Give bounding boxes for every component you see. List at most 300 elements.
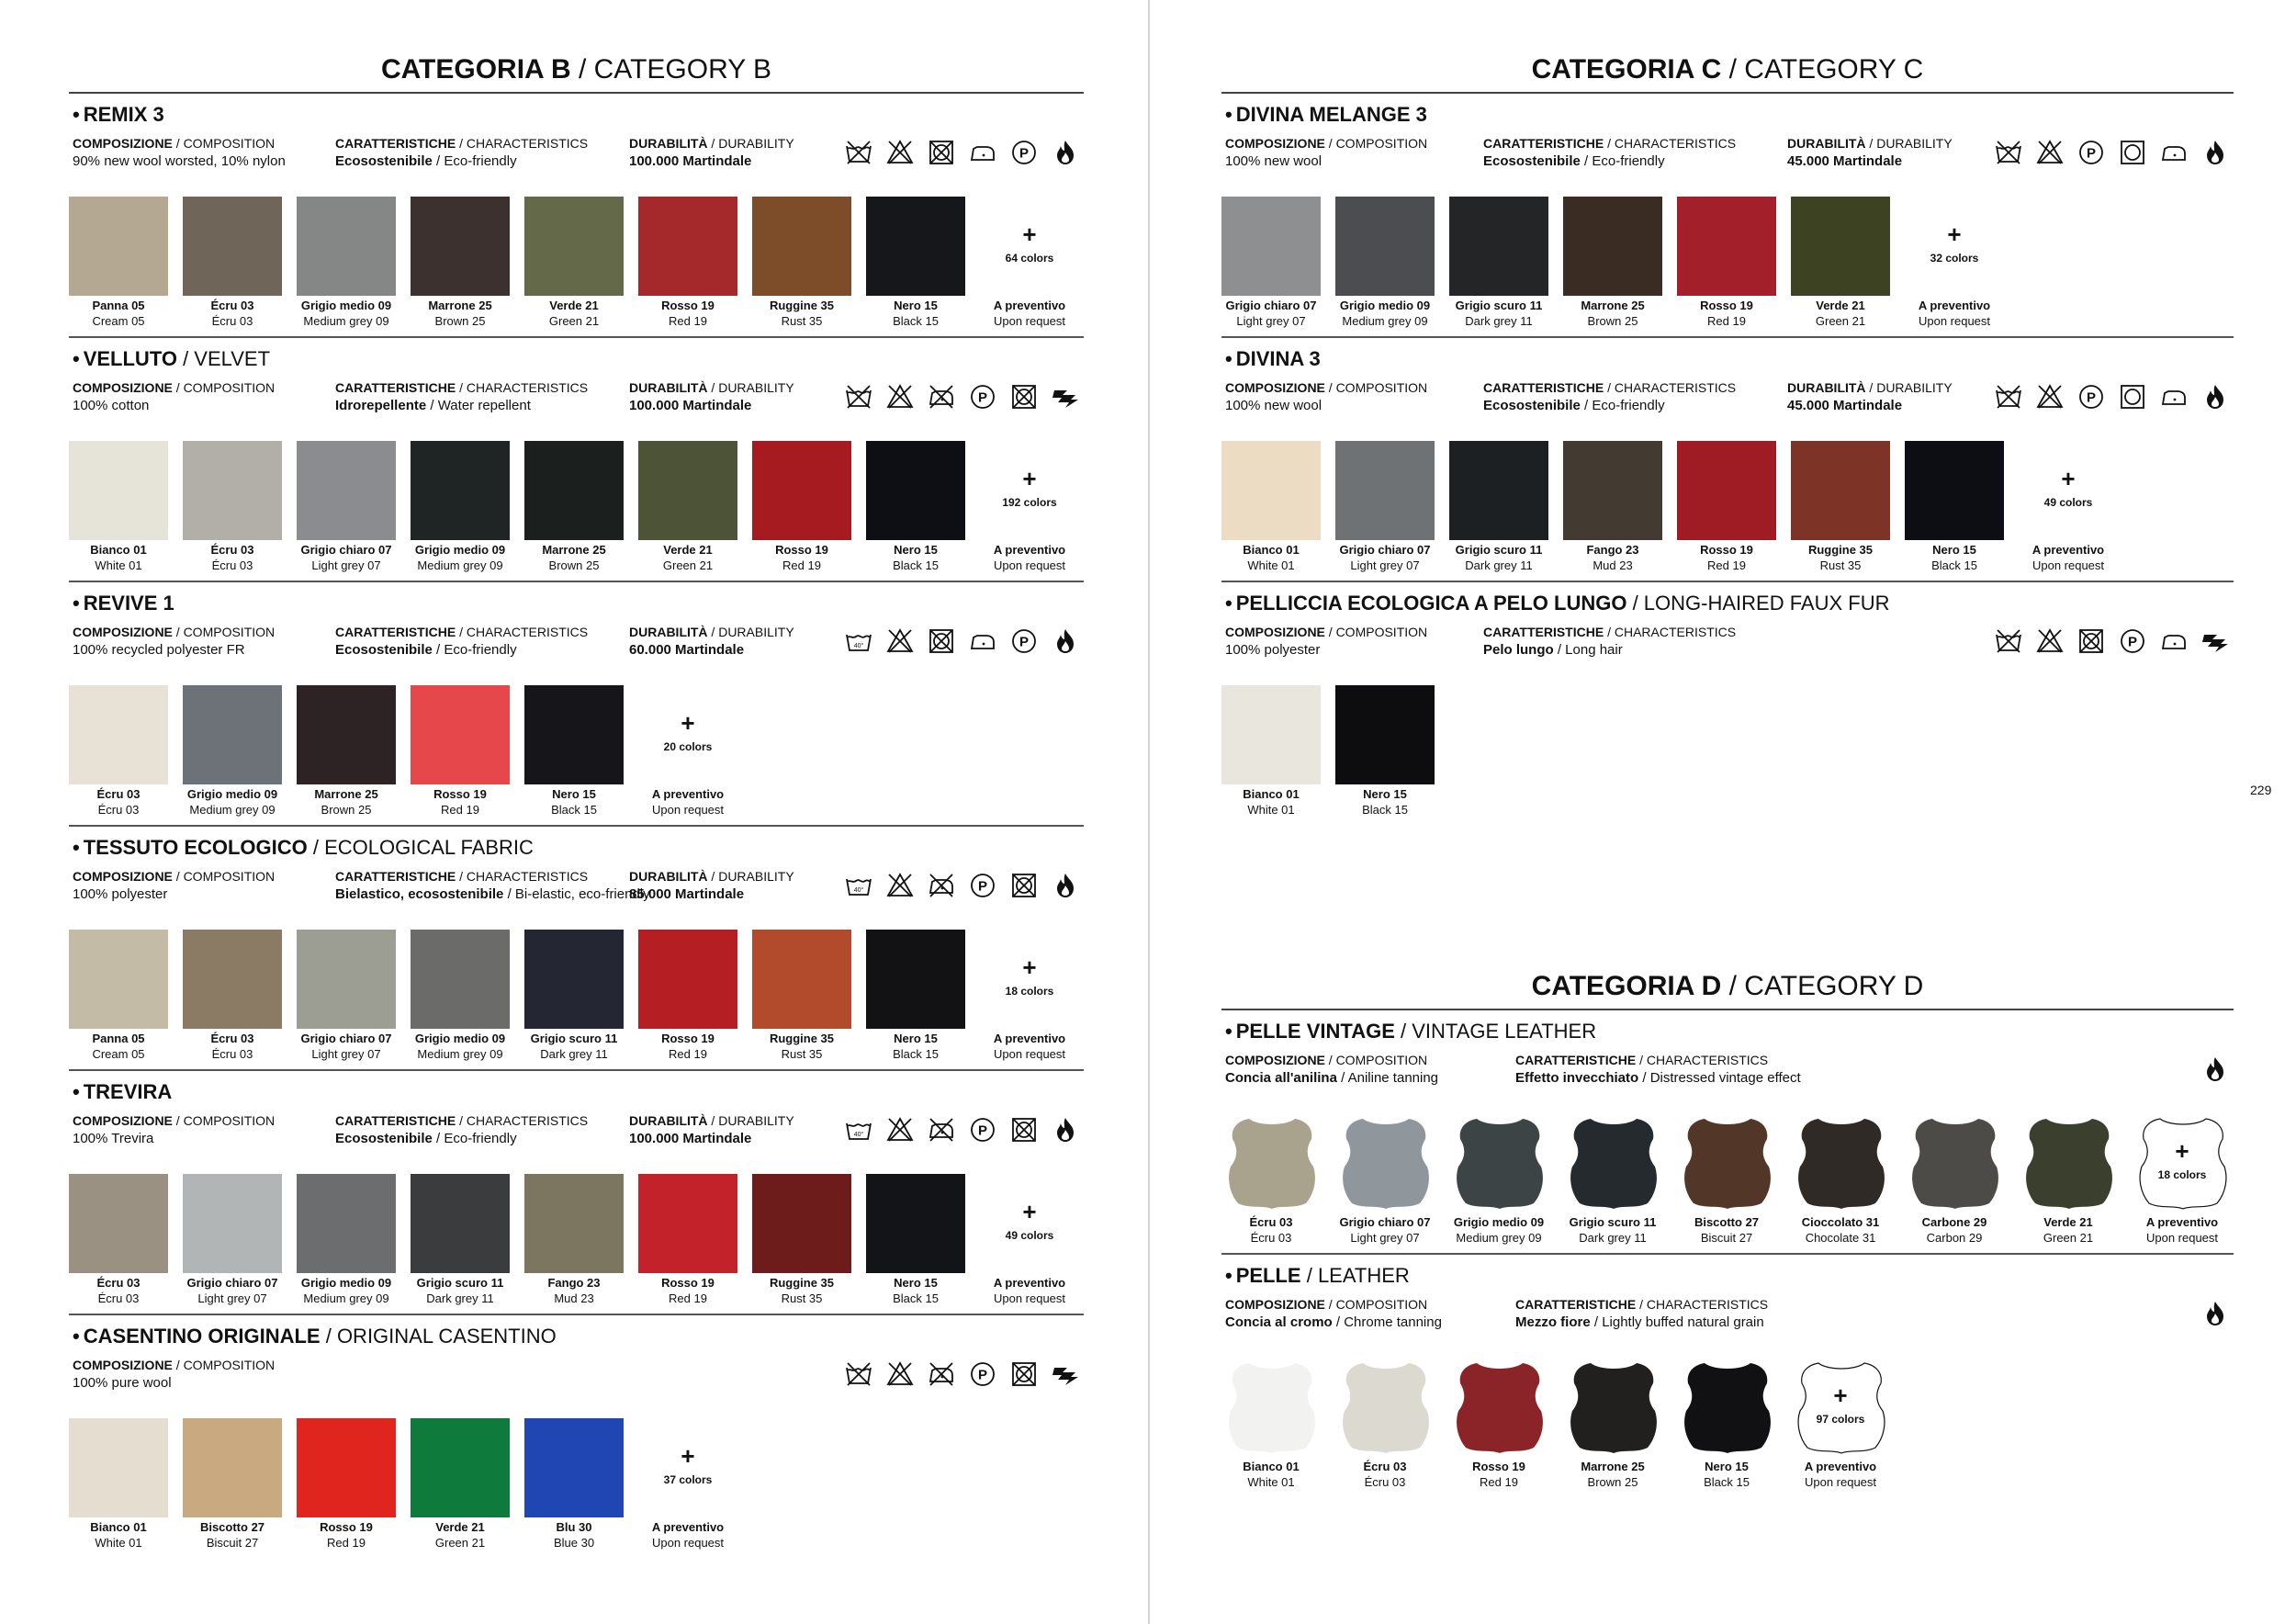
- color-swatch[interactable]: [636, 197, 739, 329]
- block-label-en: / CHARACTERISTICS: [1604, 625, 1737, 639]
- svg-text:P: P: [2086, 389, 2097, 406]
- block-value: 100% Trevira: [73, 1131, 154, 1146]
- fabric-swatch-image: [411, 685, 510, 784]
- block-value: 100% cotton: [73, 398, 150, 413]
- block-label-en: / CHARACTERISTICS: [456, 380, 589, 395]
- swatch-name-en: Black 15: [893, 558, 939, 572]
- fire-retardant-icon: [1051, 1115, 1080, 1145]
- more-colors-label: 97 colors: [1816, 1413, 1865, 1426]
- svg-text:P: P: [977, 878, 988, 895]
- swatch-fill: [752, 197, 851, 296]
- color-swatch[interactable]: [864, 930, 967, 1062]
- swatch-fill: [866, 441, 965, 540]
- fabric-swatch-image: [866, 197, 965, 296]
- swatch-name: Grigio scuro 11: [1455, 299, 1543, 312]
- swatch-name-en: Light grey 07: [1236, 314, 1306, 328]
- swatch-name: Grigio scuro 11: [530, 1032, 618, 1045]
- color-swatch[interactable]: [1789, 197, 1892, 329]
- color-swatch[interactable]: [864, 197, 967, 329]
- color-swatch[interactable]: [295, 685, 398, 818]
- block-label: COMPOSIZIONE: [73, 1113, 173, 1128]
- swatch-name: Nero 15: [1932, 543, 1976, 557]
- swatch-name-en: Medium grey 09: [303, 1291, 389, 1305]
- fabric-name: CASENTINO ORIGINALE: [83, 1325, 321, 1348]
- svg-text:P: P: [977, 1122, 988, 1139]
- fabric-title: [73, 836, 534, 860]
- swatch-fill: [69, 1418, 168, 1517]
- more-colors-swatch[interactable]: [1903, 197, 2006, 329]
- block-label-en: / CHARACTERISTICS: [456, 1113, 589, 1128]
- color-swatch[interactable]: [181, 1418, 284, 1551]
- color-swatch[interactable]: [523, 1418, 625, 1551]
- swatch-name: Grigio medio 09: [186, 787, 278, 801]
- no-wash-icon: [844, 382, 873, 412]
- color-swatch[interactable]: [2017, 1113, 2120, 1246]
- iron-low-icon: [2159, 626, 2189, 656]
- swatch-fill: [297, 197, 396, 296]
- composition-block: [1225, 625, 1427, 660]
- color-swatch[interactable]: [523, 930, 625, 1062]
- block-value: 100% pure wool: [73, 1375, 172, 1391]
- block-value-bold: Ecosostenibile: [1483, 153, 1581, 169]
- fabric-swatch-image: [1221, 441, 1321, 540]
- fabric-swatch-image: [866, 930, 965, 1029]
- fabric-name: TESSUTO ECOLOGICO: [83, 836, 308, 859]
- block-label: COMPOSIZIONE: [1225, 1297, 1325, 1312]
- swatch-name-en: White 01: [1247, 1475, 1295, 1489]
- color-swatch[interactable]: [295, 930, 398, 1062]
- color-swatch[interactable]: [1447, 197, 1550, 329]
- swatch-name-en: Upon request: [1804, 1475, 1877, 1489]
- fabric-name-en: / VELVET: [176, 347, 271, 370]
- dry-clean-p-icon: [968, 871, 997, 900]
- block-label-en: / DURABILITY: [1865, 136, 1953, 151]
- swatch-name-en: Red 19: [669, 1291, 707, 1305]
- plus-icon: +: [1022, 1198, 1037, 1225]
- color-swatch[interactable]: [1334, 685, 1436, 818]
- swatch-fill: [1570, 1119, 1657, 1209]
- more-colors-swatch[interactable]: [1789, 1358, 1892, 1490]
- color-swatch[interactable]: [1675, 1358, 1778, 1490]
- swatch-name: Grigio scuro 11: [1569, 1215, 1657, 1229]
- swatch-name-en: Red 19: [1707, 558, 1746, 572]
- swatch-fill: [1343, 1363, 1429, 1453]
- dry-clean-p-icon: [2077, 138, 2106, 167]
- fabric-swatch-image: [1563, 441, 1662, 540]
- swatch-fill: [411, 197, 510, 296]
- color-swatch[interactable]: [409, 1174, 512, 1306]
- more-colors-swatch[interactable]: [636, 1418, 739, 1551]
- fabric-title: [73, 1325, 557, 1348]
- fabric-swatch-image: [183, 197, 282, 296]
- no-wash-icon: [1994, 382, 2023, 412]
- fire-retardant-icon: [2200, 1054, 2230, 1084]
- more-colors-icon: [638, 1418, 737, 1517]
- color-swatch[interactable]: [1447, 1358, 1550, 1490]
- swatch-name: Verde 21: [549, 299, 599, 312]
- color-swatch[interactable]: [1675, 1113, 1778, 1246]
- fabric-swatch-image: [297, 1418, 396, 1517]
- no-bleach-icon: [885, 382, 915, 412]
- color-swatch[interactable]: [1561, 197, 1664, 329]
- block-label: DURABILITÀ: [629, 869, 708, 884]
- durability-block: [1787, 136, 1953, 171]
- swatch-name-en: Medium grey 09: [417, 1047, 503, 1061]
- no-wash-icon: [844, 138, 873, 167]
- block-label: DURABILITÀ: [629, 625, 708, 639]
- block-label: DURABILITÀ: [1787, 380, 1866, 395]
- color-swatch[interactable]: [523, 685, 625, 818]
- plus-icon: +: [1833, 1382, 1848, 1409]
- color-swatch[interactable]: [750, 930, 853, 1062]
- swatch-name-en: Cream 05: [92, 1047, 145, 1061]
- plus-icon: +: [681, 1442, 695, 1470]
- swatch-name: Cioccolato 31: [1801, 1215, 1880, 1229]
- swatch-name: Marrone 25: [1581, 1460, 1645, 1473]
- swatch-name: Rosso 19: [320, 1520, 373, 1534]
- composition-block: [73, 136, 286, 171]
- color-swatch[interactable]: [1789, 1113, 1892, 1246]
- category-b-column: [69, 0, 1084, 1560]
- care-icons: [2200, 1299, 2230, 1328]
- characteristics-block: [1483, 136, 1736, 171]
- fabric-section: [1221, 1255, 2234, 1499]
- swatch-fill: [1343, 1119, 1429, 1209]
- fabric-swatch-image: [1563, 197, 1662, 296]
- more-colors-swatch[interactable]: [2017, 441, 2120, 573]
- fabric-swatch-image: [638, 197, 737, 296]
- swatch-name-en: Light grey 07: [1350, 558, 1420, 572]
- swatch-fill: [297, 1418, 396, 1517]
- composition-block: [73, 1113, 275, 1148]
- swatch-name-en: Medium grey 09: [189, 803, 276, 817]
- water-repellent-icon: [1051, 382, 1080, 412]
- swatch-name-en: Light grey 07: [1350, 1231, 1420, 1245]
- no-bleach-icon: [885, 871, 915, 900]
- color-swatch[interactable]: [1220, 1113, 1322, 1246]
- more-colors-icon: [2019, 441, 2118, 540]
- swatch-name-en: Upon request: [993, 1047, 1066, 1061]
- color-swatch[interactable]: [523, 1174, 625, 1306]
- block-value: / Eco-friendly: [1580, 153, 1665, 169]
- swatch-name-en: Upon request: [2032, 558, 2105, 572]
- swatch-fill: [638, 930, 737, 1029]
- fabric-swatch-image: [297, 441, 396, 540]
- color-swatch[interactable]: [1220, 685, 1322, 818]
- no-bleach-icon: [2035, 626, 2065, 656]
- color-swatch[interactable]: [523, 197, 625, 329]
- wash-40-icon: [844, 1115, 873, 1145]
- category-c-title: [1221, 46, 2234, 94]
- block-label: DURABILITÀ: [629, 380, 708, 395]
- color-swatch[interactable]: [1334, 1358, 1436, 1490]
- color-swatch[interactable]: [1675, 197, 1778, 329]
- color-swatch[interactable]: [409, 1418, 512, 1551]
- color-swatch[interactable]: [409, 441, 512, 573]
- color-swatch[interactable]: [67, 930, 170, 1062]
- swatch-name-en: Red 19: [441, 803, 479, 817]
- swatch-fill: [1221, 441, 1321, 540]
- fabric-name: PELLE VINTAGE: [1235, 1020, 1395, 1043]
- swatch-name-en: Green 21: [2043, 1231, 2094, 1245]
- color-swatch[interactable]: [409, 930, 512, 1062]
- swatch-name-en: Green 21: [1815, 314, 1866, 328]
- fabric-swatch-image: [411, 1174, 510, 1273]
- no-iron-icon: [927, 382, 956, 412]
- page-number: 229: [2250, 783, 2272, 797]
- fabric-swatch-image: [524, 930, 624, 1029]
- characteristics-block: [335, 1113, 588, 1148]
- swatch-fill: [1684, 1363, 1771, 1453]
- color-swatch[interactable]: [67, 441, 170, 573]
- color-swatch[interactable]: [1447, 1113, 1550, 1246]
- swatch-name-en: Light grey 07: [311, 558, 381, 572]
- more-colors-swatch[interactable]: [978, 197, 1081, 329]
- swatch-name: Ruggine 35: [769, 1032, 835, 1045]
- fabric-swatch-image: [1790, 1113, 1891, 1212]
- bullet-icon: •: [1225, 103, 1232, 126]
- block-label-en: / COMPOSITION: [1324, 1297, 1428, 1312]
- block-label: CARATTERISTICHE: [1515, 1297, 1637, 1312]
- color-swatch[interactable]: [295, 1174, 398, 1306]
- category-title-rest: / CATEGORY D: [1721, 971, 1924, 1001]
- swatch-name-en: Upon request: [1918, 314, 1991, 328]
- color-swatch[interactable]: [181, 930, 284, 1062]
- care-icons: [844, 138, 1080, 167]
- color-swatch[interactable]: [864, 441, 967, 573]
- color-swatch[interactable]: [1675, 441, 1778, 573]
- characteristics-block: [335, 625, 588, 660]
- block-label-en: / CHARACTERISTICS: [1636, 1053, 1769, 1067]
- swatch-fill: [638, 197, 737, 296]
- swatch-name-en: Écru 03: [97, 803, 140, 817]
- block-label-en: / CHARACTERISTICS: [456, 869, 589, 884]
- no-tumble-dry-icon: [1009, 1359, 1039, 1389]
- fabric-swatch-image: [183, 930, 282, 1029]
- color-swatch[interactable]: [636, 441, 739, 573]
- color-swatch[interactable]: [181, 197, 284, 329]
- swatch-name: Nero 15: [1363, 787, 1407, 801]
- swatch-name-en: Green 21: [548, 314, 600, 328]
- no-tumble-dry-icon: [2077, 626, 2106, 656]
- swatch-name: Grigio medio 09: [1339, 299, 1431, 312]
- swatch-name: Nero 15: [894, 543, 938, 557]
- fabric-swatch-image: [183, 1174, 282, 1273]
- color-swatch[interactable]: [67, 685, 170, 818]
- color-swatch[interactable]: [181, 441, 284, 573]
- more-colors-swatch[interactable]: [2131, 1113, 2234, 1246]
- fabric-swatch-image: [524, 685, 624, 784]
- fabric-section: [1221, 1010, 2234, 1255]
- durability-block: [629, 1113, 794, 1148]
- color-swatch[interactable]: [1903, 1113, 2006, 1246]
- swatch-name: Marrone 25: [1581, 299, 1645, 312]
- characteristics-block: [335, 380, 588, 415]
- swatch-name-en: Red 19: [669, 1047, 707, 1061]
- color-swatch[interactable]: [1220, 1358, 1322, 1490]
- block-value: 90% new wool worsted, 10% nylon: [73, 153, 286, 169]
- swatch-fill: [69, 441, 168, 540]
- color-swatch[interactable]: [1447, 441, 1550, 573]
- no-tumble-dry-icon: [1009, 871, 1039, 900]
- color-swatch[interactable]: [1220, 441, 1322, 573]
- block-value-bold: Bielastico, ecosostenibile: [335, 886, 504, 902]
- fabric-swatch-image: [411, 1418, 510, 1517]
- swatch-name-en: Medium grey 09: [303, 314, 389, 328]
- wash-40-icon: [844, 871, 873, 900]
- care-icons: [2200, 1054, 2230, 1084]
- more-colors-swatch[interactable]: [636, 685, 739, 818]
- fabric-swatch-image: [1334, 1113, 1435, 1212]
- color-swatch[interactable]: [295, 441, 398, 573]
- color-swatch[interactable]: [295, 1418, 398, 1551]
- fabric-section: [69, 94, 1084, 338]
- more-colors-label: 49 colors: [1005, 1229, 1054, 1242]
- category-c-d-column: [1221, 0, 2234, 1499]
- color-swatch[interactable]: [636, 1174, 739, 1306]
- characteristics-block: [1515, 1053, 1801, 1088]
- category-title-rest: / CATEGORY B: [570, 54, 772, 85]
- swatch-fill: [1335, 197, 1435, 296]
- color-swatch[interactable]: [409, 197, 512, 329]
- svg-text:40°: 40°: [853, 887, 864, 894]
- block-value-bold: Concia all'anilina: [1225, 1070, 1337, 1086]
- color-swatch[interactable]: [750, 441, 853, 573]
- swatch-name-en: Black 15: [893, 314, 939, 328]
- more-colors-swatch[interactable]: [978, 930, 1081, 1062]
- swatch-fill: [524, 197, 624, 296]
- swatch-fill: [411, 441, 510, 540]
- swatch-fill: [1221, 685, 1321, 784]
- block-label-en: / COMPOSITION: [172, 380, 276, 395]
- block-label-en: / COMPOSITION: [172, 625, 276, 639]
- fabric-swatch-image: [866, 1174, 965, 1273]
- fabric-swatch-image: [1676, 1358, 1777, 1457]
- dry-clean-p-icon: [968, 1115, 997, 1145]
- block-value: 100% polyester: [73, 886, 168, 902]
- fabric-swatch-image: [69, 1174, 168, 1273]
- block-label-en: / CHARACTERISTICS: [1604, 380, 1737, 395]
- fabric-section: [1221, 94, 2234, 338]
- swatch-name: Ruggine 35: [1807, 543, 1874, 557]
- block-label-en: / COMPOSITION: [172, 869, 276, 884]
- tumble-dry-icon: [2118, 382, 2147, 412]
- color-swatch[interactable]: [864, 1174, 967, 1306]
- bullet-icon: •: [1225, 1020, 1232, 1043]
- more-colors-label: 18 colors: [2157, 1168, 2207, 1181]
- swatch-name: Grigio chiaro 07: [300, 1032, 392, 1045]
- more-colors-swatch[interactable]: [978, 1174, 1081, 1306]
- block-value-bold: Ecosostenibile: [1483, 398, 1581, 413]
- color-swatch[interactable]: [750, 197, 853, 329]
- color-swatch[interactable]: [67, 1418, 170, 1551]
- color-swatch[interactable]: [409, 685, 512, 818]
- dry-clean-p-icon: [1009, 138, 1039, 167]
- color-swatch[interactable]: [1561, 1358, 1664, 1490]
- fabric-name-en: / VINTAGE LEATHER: [1394, 1020, 1597, 1043]
- fabric-name: PELLICCIA ECOLOGICA A PELO LUNGO: [1235, 592, 1627, 615]
- swatch-name-en: Medium grey 09: [1456, 1231, 1542, 1245]
- color-swatch[interactable]: [1334, 197, 1436, 329]
- color-swatch[interactable]: [1334, 1113, 1436, 1246]
- durability-block: [1787, 380, 1953, 415]
- color-swatch[interactable]: [1561, 1113, 1664, 1246]
- fabric-swatch-image: [183, 685, 282, 784]
- swatch-name: Verde 21: [1816, 299, 1865, 312]
- color-swatch[interactable]: [181, 1174, 284, 1306]
- color-swatch[interactable]: [181, 685, 284, 818]
- block-value: 100% recycled polyester FR: [73, 642, 245, 658]
- swatch-name: Panna 05: [92, 1032, 145, 1045]
- swatch-name-en: Black 15: [893, 1047, 939, 1061]
- color-swatch[interactable]: [295, 197, 398, 329]
- bullet-icon: •: [73, 103, 80, 126]
- swatch-fill: [638, 441, 737, 540]
- block-label: COMPOSIZIONE: [73, 869, 173, 884]
- color-swatch[interactable]: [1903, 441, 2006, 573]
- swatch-name: Grigio scuro 11: [1455, 543, 1543, 557]
- color-swatch[interactable]: [1789, 441, 1892, 573]
- color-swatch[interactable]: [67, 197, 170, 329]
- swatch-name: Rosso 19: [661, 1032, 715, 1045]
- color-swatch[interactable]: [1561, 441, 1664, 573]
- composition-block: [73, 625, 275, 660]
- swatch-name: Grigio chiaro 07: [186, 1276, 278, 1290]
- color-swatch[interactable]: [1220, 197, 1322, 329]
- fabric-swatch-image: [183, 1418, 282, 1517]
- color-swatch[interactable]: [523, 441, 625, 573]
- swatch-name-en: Écru 03: [211, 1047, 253, 1061]
- swatch-name: Rosso 19: [1700, 299, 1753, 312]
- fabric-name: PELLE: [1235, 1264, 1301, 1287]
- block-label-en: / CHARACTERISTICS: [1604, 136, 1737, 151]
- svg-text:P: P: [977, 1367, 988, 1383]
- care-icons: [844, 1359, 1080, 1389]
- durability-block: [629, 136, 794, 171]
- color-swatch[interactable]: [750, 1174, 853, 1306]
- more-colors-swatch[interactable]: [978, 441, 1081, 573]
- fabric-swatch-image: [866, 441, 965, 540]
- fabric-swatch-image: [638, 441, 737, 540]
- swatch-name-en: Black 15: [1362, 803, 1408, 817]
- fabric-name: DIVINA MELANGE 3: [1235, 103, 1427, 126]
- swatch-name-en: Écru 03: [211, 314, 253, 328]
- no-bleach-icon: [2035, 138, 2065, 167]
- swatch-name: Rosso 19: [775, 543, 828, 557]
- no-tumble-dry-icon: [1009, 382, 1039, 412]
- care-icons: [844, 871, 1080, 900]
- dry-clean-p-icon: [2118, 626, 2147, 656]
- swatch-name-en: Upon request: [2145, 1231, 2219, 1245]
- swatch-fill: [1791, 197, 1890, 296]
- color-swatch[interactable]: [67, 1174, 170, 1306]
- composition-block: [1225, 1297, 1442, 1332]
- swatch-name: Marrone 25: [314, 787, 378, 801]
- block-label-en: / COMPOSITION: [172, 136, 276, 151]
- block-label: DURABILITÀ: [629, 1113, 708, 1128]
- fabric-swatch-image: [1334, 1358, 1435, 1457]
- bullet-icon: •: [73, 592, 80, 615]
- color-swatch[interactable]: [1334, 441, 1436, 573]
- swatch-name: Nero 15: [894, 299, 938, 312]
- more-colors-label: 37 colors: [663, 1473, 713, 1486]
- fabric-swatch-image: [524, 197, 624, 296]
- color-swatch[interactable]: [636, 930, 739, 1062]
- block-value: / Long hair: [1553, 642, 1623, 658]
- swatch-name-en: Red 19: [1480, 1475, 1518, 1489]
- swatch-name-en: Écru 03: [97, 1291, 140, 1305]
- care-icons: [1994, 382, 2230, 412]
